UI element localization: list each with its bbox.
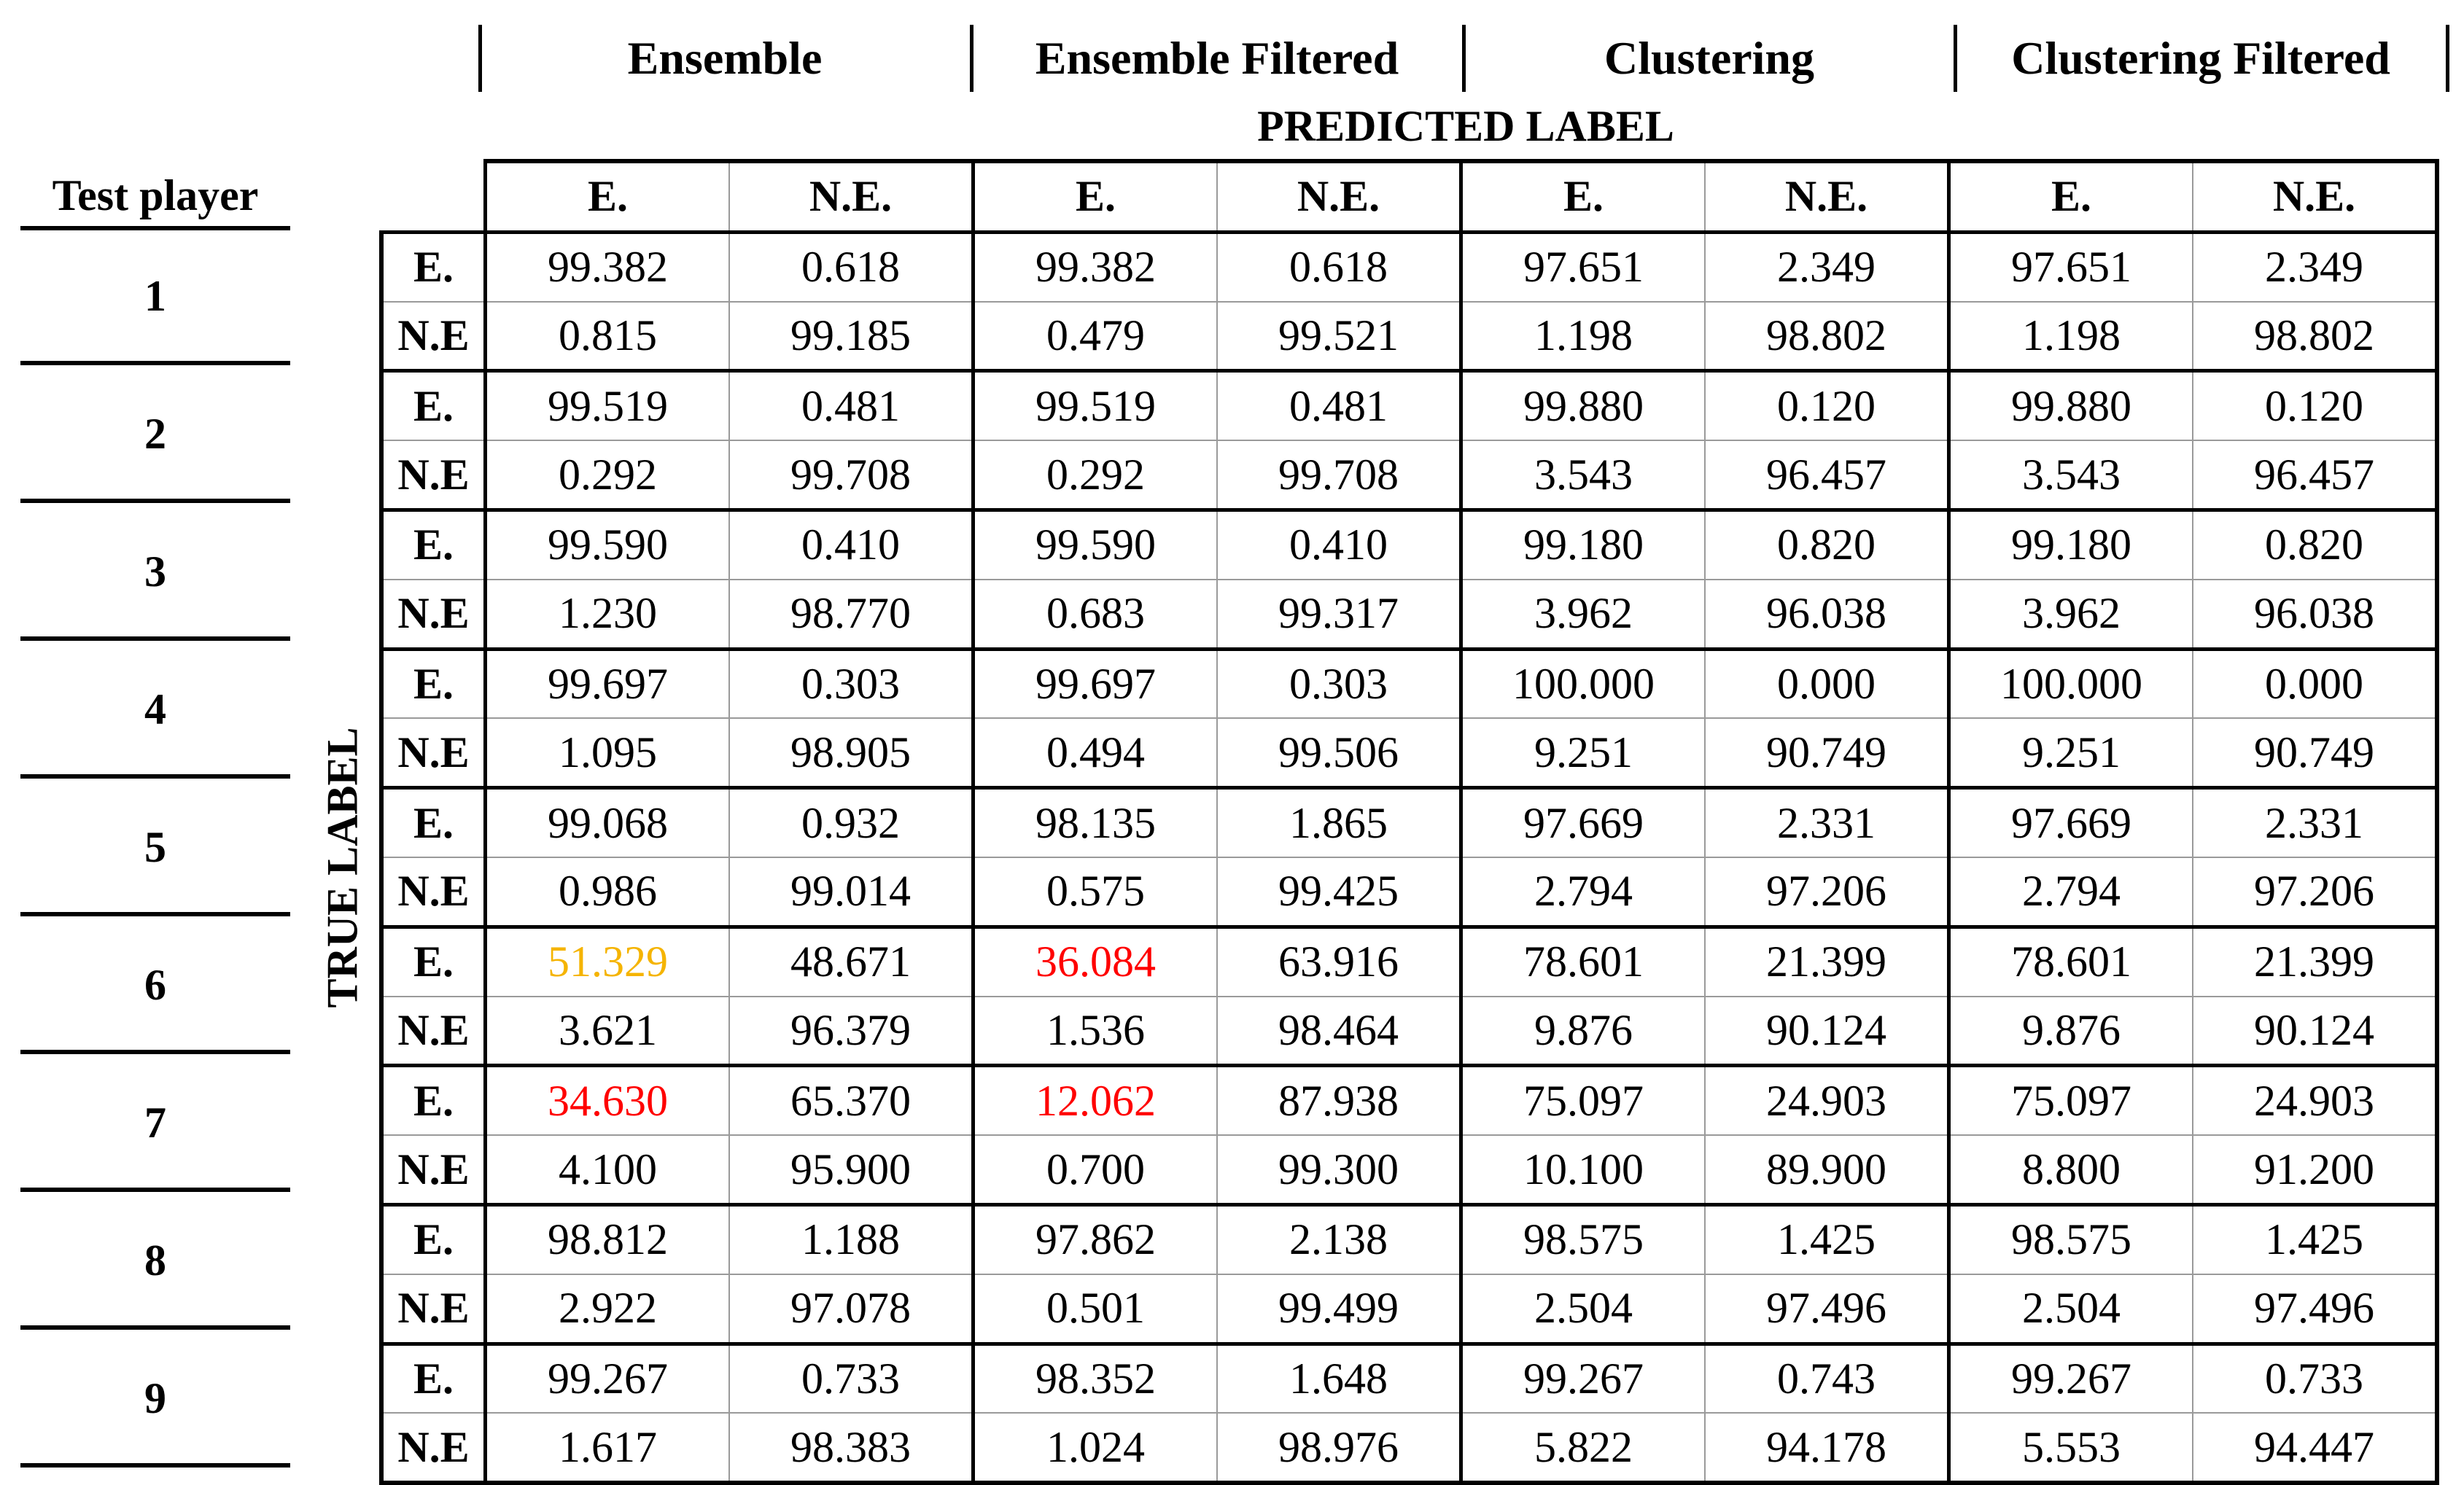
table-cell: 2.138 — [1217, 1204, 1461, 1274]
table-cell: 1.188 — [729, 1204, 973, 1274]
row-label-ne: N.E — [381, 1413, 486, 1483]
header-separator — [2446, 25, 2449, 92]
table-cell: 10.100 — [1461, 1135, 1706, 1204]
table-cell: 96.457 — [1705, 440, 1949, 510]
table-cell: 96.038 — [1705, 580, 1949, 649]
test-player-number: 8 — [144, 1236, 166, 1285]
table-cell: 98.802 — [2193, 302, 2437, 371]
table-cell: 0.986 — [486, 857, 730, 927]
table-cell: 48.671 — [729, 927, 973, 996]
table-row — [381, 718, 2437, 787]
table-cell: 2.331 — [2193, 788, 2437, 857]
table-row — [381, 788, 2437, 857]
table-cell: 96.379 — [729, 997, 973, 1066]
table-cell: 99.317 — [1217, 580, 1461, 649]
table-cell: 97.078 — [729, 1274, 973, 1344]
table-cell: 3.621 — [486, 997, 730, 1066]
table-cell: 0.120 — [1705, 371, 1949, 440]
table-cell: 0.815 — [486, 302, 730, 371]
table-cell: 97.651 — [1461, 232, 1706, 301]
row-label-ne: N.E — [381, 997, 486, 1066]
table-cell: 9.251 — [1949, 718, 2193, 787]
table-cell: 0.932 — [729, 788, 973, 857]
table-row — [381, 371, 2437, 440]
table-cell: 1.198 — [1461, 302, 1706, 371]
table-cell: 2.349 — [1705, 232, 1949, 301]
table-cell: 1.425 — [2193, 1204, 2437, 1274]
table-cell: 63.916 — [1217, 927, 1461, 996]
corner-cell — [381, 161, 486, 232]
table-cell: 97.669 — [1461, 788, 1706, 857]
method-header-clustering-filtered: Clustering Filtered — [2011, 32, 2390, 84]
row-label-ne: N.E — [381, 580, 486, 649]
column-header-ne: N.E. — [1705, 161, 1949, 232]
column-header-ne: N.E. — [2193, 161, 2437, 232]
table-cell: 90.124 — [1705, 997, 1949, 1066]
table-cell: 99.180 — [1949, 510, 2193, 579]
row-label-e: E. — [381, 927, 486, 996]
table-cell: 78.601 — [1461, 927, 1706, 996]
table-cell: 1.024 — [973, 1413, 1218, 1483]
table-cell: 0.501 — [973, 1274, 1218, 1344]
table-cell: 1.230 — [486, 580, 730, 649]
table-cell: 98.812 — [486, 1204, 730, 1274]
table-cell: 2.504 — [1461, 1274, 1706, 1344]
predicted-label-title: PREDICTED LABEL — [1257, 102, 1674, 150]
table-cell: 0.733 — [729, 1344, 973, 1413]
table-cell: 87.938 — [1217, 1066, 1461, 1135]
table-cell: 97.206 — [2193, 857, 2437, 927]
test-player-number: 9 — [144, 1374, 166, 1422]
table-cell: 0.481 — [729, 371, 973, 440]
table-row — [381, 232, 2437, 301]
method-header-ensemble-filtered: Ensemble Filtered — [1035, 32, 1399, 84]
table-cell: 0.000 — [2193, 649, 2437, 718]
table-cell: 97.496 — [1705, 1274, 1949, 1344]
table-cell: 94.447 — [2193, 1413, 2437, 1483]
row-label-e: E. — [381, 1204, 486, 1274]
table-cell: 0.303 — [1217, 649, 1461, 718]
table-cell: 21.399 — [1705, 927, 1949, 996]
table-cell: 99.425 — [1217, 857, 1461, 927]
table-row — [381, 1413, 2437, 1483]
table-cell: 99.382 — [486, 232, 730, 301]
table-cell: 98.802 — [1705, 302, 1949, 371]
table-cell: 0.733 — [2193, 1344, 2437, 1413]
row-label-e: E. — [381, 1066, 486, 1135]
table-cell: 99.068 — [486, 788, 730, 857]
test-player-number: 7 — [144, 1099, 166, 1147]
table-cell: 0.120 — [2193, 371, 2437, 440]
table-cell: 0.575 — [973, 857, 1218, 927]
table-cell: 0.743 — [1705, 1344, 1949, 1413]
table-cell: 98.575 — [1461, 1204, 1706, 1274]
table-cell: 98.976 — [1217, 1413, 1461, 1483]
row-label-e: E. — [381, 510, 486, 579]
table-cell: 99.267 — [486, 1344, 730, 1413]
table-cell: 90.749 — [1705, 718, 1949, 787]
table-cell: 0.618 — [1217, 232, 1461, 301]
table-cell: 99.708 — [729, 440, 973, 510]
test-player-number: 3 — [144, 547, 166, 596]
table-cell: 2.331 — [1705, 788, 1949, 857]
row-label-ne: N.E — [381, 302, 486, 371]
row-label-e: E. — [381, 1344, 486, 1413]
table-row — [381, 1344, 2437, 1413]
test-player-number: 1 — [144, 272, 166, 320]
table-cell: 97.651 — [1949, 232, 2193, 301]
test-player-header: Test player — [52, 171, 259, 219]
row-label-ne: N.E — [381, 1135, 486, 1204]
method-header-ensemble: Ensemble — [627, 32, 823, 84]
table-cell: 9.251 — [1461, 718, 1706, 787]
table-row — [381, 1274, 2437, 1344]
test-player-number: 5 — [144, 823, 166, 871]
table-cell: 1.095 — [486, 718, 730, 787]
row-label-e: E. — [381, 788, 486, 857]
column-header-e: E. — [973, 161, 1218, 232]
table-cell: 5.553 — [1949, 1413, 2193, 1483]
column-header-row — [381, 161, 2437, 232]
table-cell: 1.648 — [1217, 1344, 1461, 1413]
table-cell: 3.962 — [1461, 580, 1706, 649]
table-cell: 99.300 — [1217, 1135, 1461, 1204]
table-cell: 91.200 — [2193, 1135, 2437, 1204]
table-cell: 34.630 — [486, 1066, 730, 1135]
table-cell: 99.880 — [1461, 371, 1706, 440]
table-cell: 9.876 — [1461, 997, 1706, 1066]
table-cell: 99.521 — [1217, 302, 1461, 371]
table-row — [381, 440, 2437, 510]
table-cell: 99.880 — [1949, 371, 2193, 440]
table-cell: 90.124 — [2193, 997, 2437, 1066]
column-header-ne: N.E. — [1217, 161, 1461, 232]
table-cell: 0.292 — [973, 440, 1218, 510]
method-header-clustering: Clustering — [1604, 32, 1814, 84]
column-header-e: E. — [1949, 161, 2193, 232]
table-cell: 1.425 — [1705, 1204, 1949, 1274]
table-row — [381, 580, 2437, 649]
table-cell: 75.097 — [1461, 1066, 1706, 1135]
table-cell: 4.100 — [486, 1135, 730, 1204]
table-cell: 99.382 — [973, 232, 1218, 301]
test-player-number: 2 — [144, 410, 166, 458]
row-label-e: E. — [381, 371, 486, 440]
table-row — [381, 1204, 2437, 1274]
table-cell: 89.900 — [1705, 1135, 1949, 1204]
table-cell: 0.494 — [973, 718, 1218, 787]
table-row — [381, 857, 2437, 927]
row-label-ne: N.E — [381, 1274, 486, 1344]
table-row — [381, 927, 2437, 996]
table-cell: 0.292 — [486, 440, 730, 510]
table-cell: 98.770 — [729, 580, 973, 649]
table-cell: 2.794 — [1949, 857, 2193, 927]
table-cell: 0.410 — [729, 510, 973, 579]
table-cell: 2.504 — [1949, 1274, 2193, 1344]
table-cell: 96.038 — [2193, 580, 2437, 649]
table-cell: 99.499 — [1217, 1274, 1461, 1344]
column-header-ne: N.E. — [729, 161, 973, 232]
table-cell: 99.185 — [729, 302, 973, 371]
table-cell: 2.349 — [2193, 232, 2437, 301]
table-cell: 99.267 — [1461, 1344, 1706, 1413]
table-cell: 0.410 — [1217, 510, 1461, 579]
table-cell: 21.399 — [2193, 927, 2437, 996]
table-cell: 100.000 — [1949, 649, 2193, 718]
table-cell: 24.903 — [1705, 1066, 1949, 1135]
confusion-matrix-table — [379, 159, 2439, 1485]
table-cell: 99.014 — [729, 857, 973, 927]
table-cell: 97.669 — [1949, 788, 2193, 857]
table-cell: 0.820 — [1705, 510, 1949, 579]
table-cell: 3.543 — [1461, 440, 1706, 510]
table-cell: 9.876 — [1949, 997, 2193, 1066]
row-label-e: E. — [381, 649, 486, 718]
table-row — [381, 302, 2437, 371]
player-divider — [20, 1463, 290, 1468]
table-cell: 99.180 — [1461, 510, 1706, 579]
table-cell: 5.822 — [1461, 1413, 1706, 1483]
table-cell: 8.800 — [1949, 1135, 2193, 1204]
table-cell: 12.062 — [973, 1066, 1218, 1135]
table-cell: 97.206 — [1705, 857, 1949, 927]
table-cell: 1.198 — [1949, 302, 2193, 371]
table-cell: 99.506 — [1217, 718, 1461, 787]
row-label-ne: N.E — [381, 857, 486, 927]
table-cell: 100.000 — [1461, 649, 1706, 718]
test-player-number: 4 — [144, 685, 166, 733]
table-cell: 0.481 — [1217, 371, 1461, 440]
table-cell: 94.178 — [1705, 1413, 1949, 1483]
table-cell: 97.496 — [2193, 1274, 2437, 1344]
table-cell: 0.479 — [973, 302, 1218, 371]
table-row — [381, 510, 2437, 579]
true-label-title: TRUE LABEL — [318, 727, 367, 1008]
table-cell: 2.794 — [1461, 857, 1706, 927]
table-cell: 98.905 — [729, 718, 973, 787]
table-cell: 97.862 — [973, 1204, 1218, 1274]
table-cell: 65.370 — [729, 1066, 973, 1135]
table-cell: 36.084 — [973, 927, 1218, 996]
column-header-e: E. — [1461, 161, 1706, 232]
table-cell: 98.464 — [1217, 997, 1461, 1066]
table-row — [381, 997, 2437, 1066]
table-cell: 78.601 — [1949, 927, 2193, 996]
table-cell: 99.267 — [1949, 1344, 2193, 1413]
table-cell: 24.903 — [2193, 1066, 2437, 1135]
table-cell: 95.900 — [729, 1135, 973, 1204]
table-cell: 90.749 — [2193, 718, 2437, 787]
table-cell: 0.700 — [973, 1135, 1218, 1204]
table-cell: 0.618 — [729, 232, 973, 301]
test-player-number: 6 — [144, 961, 166, 1009]
table-cell: 3.543 — [1949, 440, 2193, 510]
column-header-e: E. — [486, 161, 730, 232]
table-cell: 99.708 — [1217, 440, 1461, 510]
table-cell: 0.820 — [2193, 510, 2437, 579]
table-cell: 51.329 — [486, 927, 730, 996]
row-label-ne: N.E — [381, 440, 486, 510]
table-cell: 1.865 — [1217, 788, 1461, 857]
table-row — [381, 649, 2437, 718]
table-cell: 0.683 — [973, 580, 1218, 649]
table-cell: 0.000 — [1705, 649, 1949, 718]
table-cell: 1.617 — [486, 1413, 730, 1483]
row-label-e: E. — [381, 232, 486, 301]
table-cell: 99.519 — [486, 371, 730, 440]
table-row — [381, 1066, 2437, 1135]
table-cell: 99.590 — [486, 510, 730, 579]
table-cell: 99.697 — [973, 649, 1218, 718]
table-cell: 99.519 — [973, 371, 1218, 440]
row-label-ne: N.E — [381, 718, 486, 787]
table-cell: 98.352 — [973, 1344, 1218, 1413]
table-cell: 96.457 — [2193, 440, 2437, 510]
table-cell: 99.697 — [486, 649, 730, 718]
table-cell: 75.097 — [1949, 1066, 2193, 1135]
table-row — [381, 1135, 2437, 1204]
table-cell: 98.383 — [729, 1413, 973, 1483]
table-cell: 99.590 — [973, 510, 1218, 579]
table-cell: 3.962 — [1949, 580, 2193, 649]
table-cell: 98.575 — [1949, 1204, 2193, 1274]
table-cell: 2.922 — [486, 1274, 730, 1344]
table-cell: 1.536 — [973, 997, 1218, 1066]
table-cell: 98.135 — [973, 788, 1218, 857]
table-cell: 0.303 — [729, 649, 973, 718]
